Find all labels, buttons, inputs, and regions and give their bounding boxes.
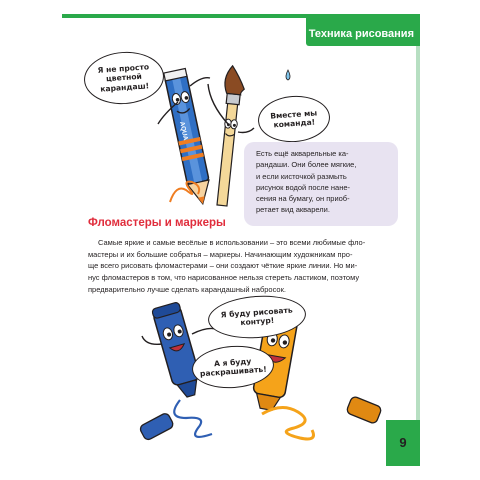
page-number-box [386, 420, 420, 466]
speech-bubble-pencil: Я не просто цветной карандаш! [82, 49, 165, 106]
speech-bubble-brush: Вместе мы команда! [256, 94, 331, 145]
speech-bubble-orange-marker: А я буду раскрашивать! [191, 343, 276, 391]
blue-marker-character [152, 302, 205, 400]
header-title: Техника рисования [308, 28, 414, 40]
page-number: 9 [399, 435, 407, 450]
brush-character [212, 65, 246, 206]
section-body-text: Самые яркие и самые весёлые в использовании – это всеми любимые фло- мастеры и их большие собратья – маркеры. Начинающим художникам про- ще всего рисовать фломастерами – они создают чёткие яркие линии. Но ми- нус фломастеров в том, что нарисованное нельзя стереть ластиком, поэтому предварительно лучше сделать карандашный набросок. [88, 238, 366, 294]
speech-bubble-blue-marker: Я буду рисовать контур! [207, 293, 308, 342]
blue-marker-cap [139, 412, 175, 441]
book-page [62, 14, 420, 466]
info-box [244, 142, 398, 226]
section-title: Фломастеры и маркеры [88, 217, 226, 229]
pencil-label: AQUA [178, 120, 189, 142]
orange-marker-cap [346, 396, 382, 425]
info-box-text: Есть ещё акварельные ка- рандаши. Они более мягкие, и если кисточкой размыть рисунок водой после нане- сения на бумагу, он приоб- ретает вид акварели. [256, 149, 357, 215]
